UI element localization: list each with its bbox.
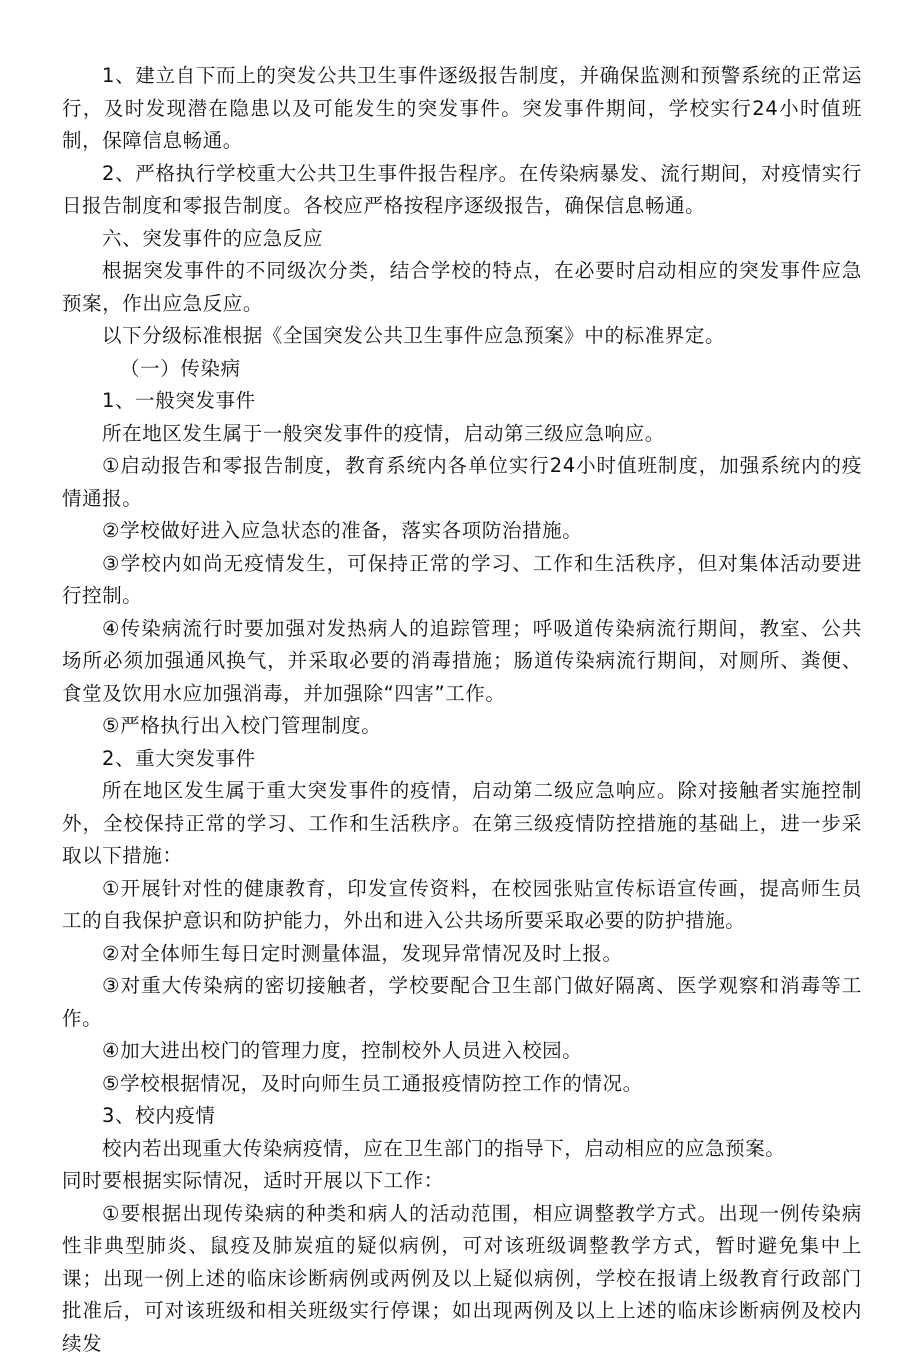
list-item-general-3: ③学校内如尚无疫情发生，可保持正常的学习、工作和生活秩序，但对集体活动要进行控制。 xyxy=(62,548,862,613)
paragraph-level-three-response: 所在地区发生属于一般突发事件的疫情，启动第三级应急响应。 xyxy=(62,418,862,451)
paragraph-grading-standard: 以下分级标准根据《全国突发公共卫生事件应急预案》中的标准界定。 xyxy=(62,320,862,353)
list-item-general-2: ②学校做好进入应急状态的准备，落实各项防治措施。 xyxy=(62,515,862,548)
list-item-major-1: ①开展针对性的健康教育，印发宣传资料，在校园张贴宣传标语宣传画，提高师生员工的自我保护意识和防护能力，外出和进入公共场所要采取必要的防护措施。 xyxy=(62,873,862,938)
section-heading-emergency-response: 六、突发事件的应急反应 xyxy=(62,223,862,256)
list-item-school-1: ①要根据出现传染病的种类和病人的活动范围，相应调整教学方式。出现一例传染病性非典型肺炎、鼠疫及肺炭疽的疑似病例，可对该班级调整教学方式，暂时避免集中上课；出现一例上述的临床诊断病例或两例及以上疑似病例，学校在报请上级教育行政部门批准后，可对该班级和相关班级实行停课；如出现两例及以上上述的临床诊断病例及校内续发 xyxy=(62,1198,862,1360)
list-item-major-2: ②对全体师生每日定时测量体温，发现异常情况及时上报。 xyxy=(62,938,862,971)
paragraph-level-two-response: 所在地区发生属于重大突发事件的疫情，启动第二级应急响应。除对接触者实施控制外，全校保持正常的学习、工作和生活秩序。在第三级疫情防控措施的基础上，进一步采取以下措施： xyxy=(62,775,862,873)
paragraph-school-epidemic-intro: 校内若出现重大传染病疫情，应在卫生部门的指导下，启动相应的应急预案。 xyxy=(62,1133,862,1166)
paragraph-reporting-procedure: 2、严格执行学校重大公共卫生事件报告程序。在传染病暴发、流行期间，对疫情实行日报告制度和零报告制度。各校应严格按程序逐级报告，确保信息畅通。 xyxy=(62,158,862,223)
list-item-general-4: ④传染病流行时要加强对发热病人的追踪管理；呼吸道传染病流行期间，教室、公共场所必须加强通风换气，并采取必要的消毒措施；肠道传染病流行期间，对厕所、粪便、食堂及饮用水应加强消毒，并加强除“四害”工作。 xyxy=(62,613,862,711)
list-item-major-5: ⑤学校根据情况，及时向师生员工通报疫情防控工作的情况。 xyxy=(62,1068,862,1101)
list-item-major-4: ④加大进出校门的管理力度，控制校外人员进入校园。 xyxy=(62,1035,862,1068)
list-item-general-5: ⑤严格执行出入校门管理制度。 xyxy=(62,710,862,743)
document-page xyxy=(62,60,862,1360)
paragraph-school-epidemic-followup: 同时要根据实际情况，适时开展以下工作： xyxy=(62,1165,862,1198)
paragraph-response-intro: 根据突发事件的不同级次分类，结合学校的特点，在必要时启动相应的突发事件应急预案，作出应急反应。 xyxy=(62,255,862,320)
heading-general-event: 1、一般突发事件 xyxy=(62,385,862,418)
heading-major-event: 2、重大突发事件 xyxy=(62,743,862,776)
subsection-heading-infectious-disease: （一）传染病 xyxy=(62,353,862,386)
list-item-general-1: ①启动报告和零报告制度，教育系统内各单位实行24小时值班制度，加强系统内的疫情通报。 xyxy=(62,450,862,515)
heading-school-epidemic: 3、校内疫情 xyxy=(62,1100,862,1133)
paragraph-reporting-system: 1、建立自下而上的突发公共卫生事件逐级报告制度，并确保监测和预警系统的正常运行，及时发现潜在隐患以及可能发生的突发事件。突发事件期间，学校实行24小时值班制，保障信息畅通。 xyxy=(62,60,862,158)
list-item-major-3: ③对重大传染病的密切接触者，学校要配合卫生部门做好隔离、医学观察和消毒等工作。 xyxy=(62,970,862,1035)
